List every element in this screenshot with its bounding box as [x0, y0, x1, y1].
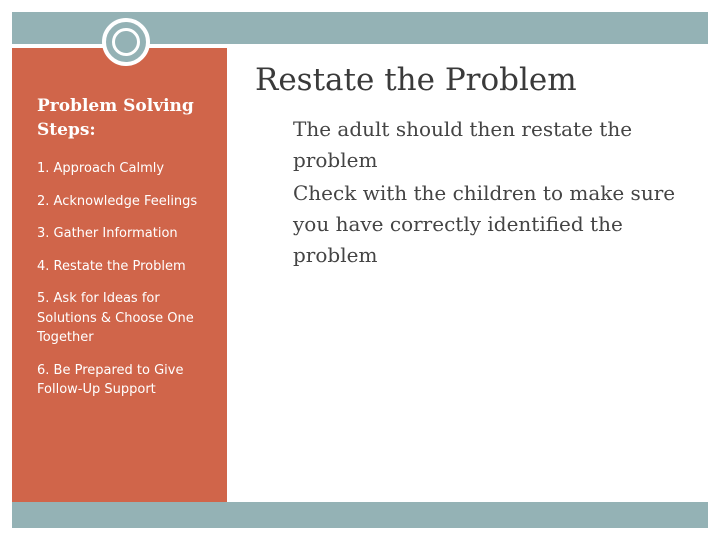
step-item: 4. Restate the Problem [37, 258, 186, 274]
sidebar-title: Problem Solving Steps: [37, 96, 194, 140]
step-item: 3. Gather Information [37, 226, 178, 241]
sidebar-panel [12, 48, 227, 502]
bullet-text: Check with the children to make sure you have correctly identified the problem [293, 181, 676, 267]
bottom-decorative-band [12, 502, 708, 528]
step-item: 6. Be Prepared to Give Follow-Up Support [37, 362, 184, 397]
step-item: 1. Approach Calmly [37, 161, 165, 176]
divider-line [227, 44, 228, 48]
step-item: 2. Acknowledge Feelings [37, 193, 198, 209]
bullet-item [255, 178, 705, 271]
decorative-ring-inner [112, 28, 140, 56]
slide-title [255, 60, 705, 100]
step-item: 5. Ask for Ideas for Solutions & Choose One Together [37, 291, 194, 345]
steps-list [37, 159, 213, 400]
decorative-ring-icon [102, 18, 150, 66]
title-text: Restate the Problem [255, 62, 577, 98]
bullet-text: The adult should then restate the problem [293, 117, 633, 172]
bullet-item [255, 114, 705, 176]
main-content [255, 60, 705, 273]
